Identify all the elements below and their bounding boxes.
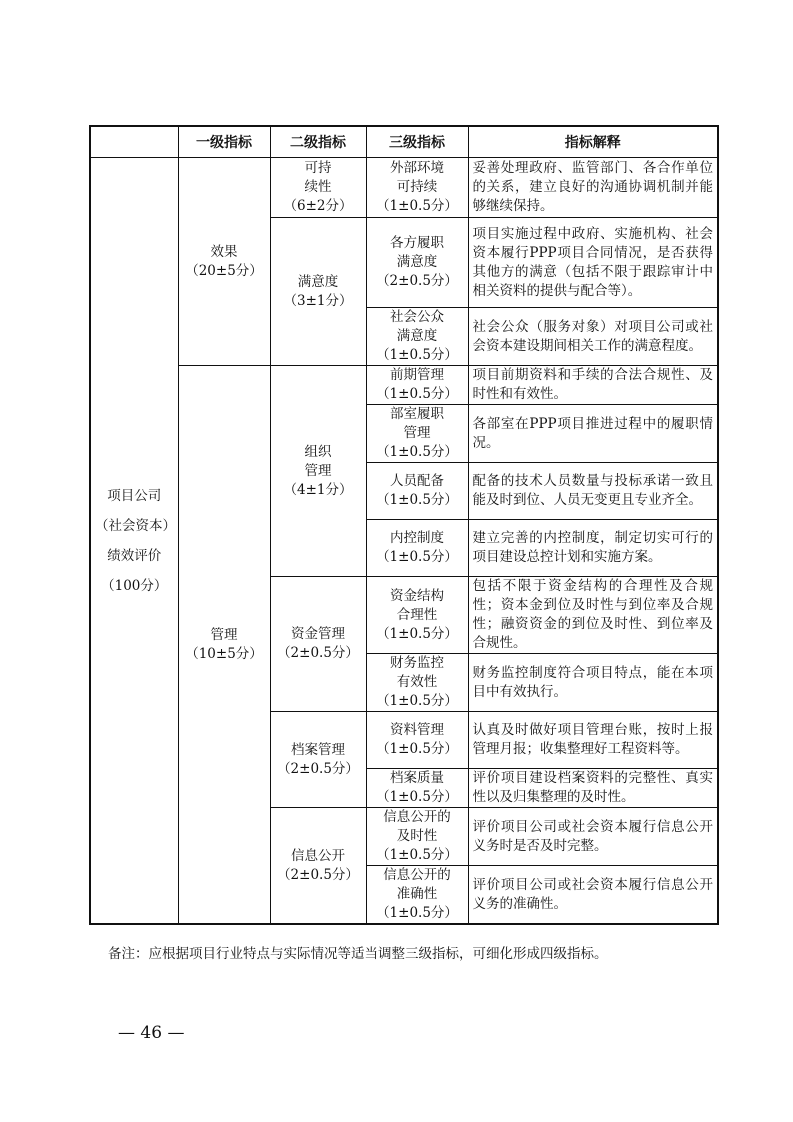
level3-cell: 人员配备 （1±0.5分）	[366, 463, 468, 520]
level3-cell: 内控制度 （1±0.5分）	[366, 520, 468, 577]
header-cell: 二级指标	[270, 126, 366, 158]
explanation-cell: 各部室在PPP项目推进过程中的履职情况。	[468, 405, 718, 463]
sub-cell: 可持 续性 （6±2分）	[270, 158, 366, 218]
level3-cell: 资金结构 合理性 （1±0.5分）	[366, 577, 468, 654]
level3-cell: 前期管理 （1±0.5分）	[366, 366, 468, 405]
level3-cell: 信息公开的 及时性 （1±0.5分）	[366, 808, 468, 866]
explanation-cell: 财务监控制度符合项目特点，能在本项目中有效执行。	[468, 654, 718, 712]
sub-cell: 资金管理 （2±0.5分）	[270, 577, 366, 712]
explanation-cell: 项目前期资料和手续的合法合规性、及时性和有效性。	[468, 366, 718, 405]
explanation-cell: 妥善处理政府、监管部门、各合作单位的关系，建立良好的沟通协调机制并能够继续保持。	[468, 158, 718, 218]
level3-cell: 各方履职 满意度 （2±0.5分）	[366, 218, 468, 308]
explanation-cell: 社会公众（服务对象）对项目公司或社会资本建设期间相关工作的满意程度。	[468, 308, 718, 366]
sub-cell: 信息公开 （2±0.5分）	[270, 808, 366, 925]
page-number: — 46 —	[118, 1023, 185, 1043]
level3-cell: 社会公众 满意度 （1±0.5分）	[366, 308, 468, 366]
table-header-row	[90, 126, 718, 158]
explanation-cell: 评价项目公司或社会资本履行信息公开义务的准确性。	[468, 866, 718, 925]
level3-cell: 资料管理 （1±0.5分）	[366, 712, 468, 769]
footnote-remark: 备注：应根据项目行业特点与实际情况等适当调整三级指标，可细化形成四级指标。	[108, 946, 608, 962]
header-cell: 三级指标	[366, 126, 468, 158]
sub-cell: 档案管理 （2±0.5分）	[270, 712, 366, 808]
level3-cell: 档案质量 （1±0.5分）	[366, 769, 468, 808]
sub-cell: 满意度 （3±1分）	[270, 218, 366, 366]
table-row	[90, 366, 718, 405]
explanation-cell: 认真及时做好项目管理台账，按时上报管理月报；收集整理好工程资料等。	[468, 712, 718, 769]
performance-evaluation-table	[89, 125, 719, 925]
explanation-cell: 评价项目建设档案资料的完整性、真实性以及归集整理的及时性。	[468, 769, 718, 808]
explanation-cell: 评价项目公司或社会资本履行信息公开义务时是否及时完整。	[468, 808, 718, 866]
level3-cell: 外部环境 可持续 （1±0.5分）	[366, 158, 468, 218]
level3-cell: 部室履职 管理 （1±0.5分）	[366, 405, 468, 463]
explanation-cell: 配备的技术人员数量与投标承诺一致且能及时到位、人员无变更且专业齐全。	[468, 463, 718, 520]
explanation-cell: 项目实施过程中政府、实施机构、社会资本履行PPP项目合同情况，是否获得其他方的满意（包括不限于跟踪审计中相关资料的提供与配合等）。	[468, 218, 718, 308]
group-cell: 效果 （20±5分）	[178, 158, 270, 366]
level3-cell: 财务监控 有效性 （1±0.5分）	[366, 654, 468, 712]
sub-cell: 组织 管理 （4±1分）	[270, 366, 366, 577]
level3-cell: 信息公开的 准确性 （1±0.5分）	[366, 866, 468, 925]
header-cell	[90, 126, 178, 158]
explanation-cell: 包括不限于资金结构的合理性及合规性；资本金到位及时性与到位率及合规性；融资资金的到位及时性、到位率及合规性。	[468, 577, 718, 654]
explanation-cell: 建立完善的内控制度，制定切实可行的项目建设总控计划和实施方案。	[468, 520, 718, 577]
level1-cell: 项目公司 （社会资本） 绩效评价 （100分）	[90, 158, 178, 925]
group-cell: 管理 （10±5分）	[178, 366, 270, 925]
table-row	[90, 158, 718, 218]
header-cell: 一级指标	[178, 126, 270, 158]
header-cell: 指标解释	[468, 126, 718, 158]
